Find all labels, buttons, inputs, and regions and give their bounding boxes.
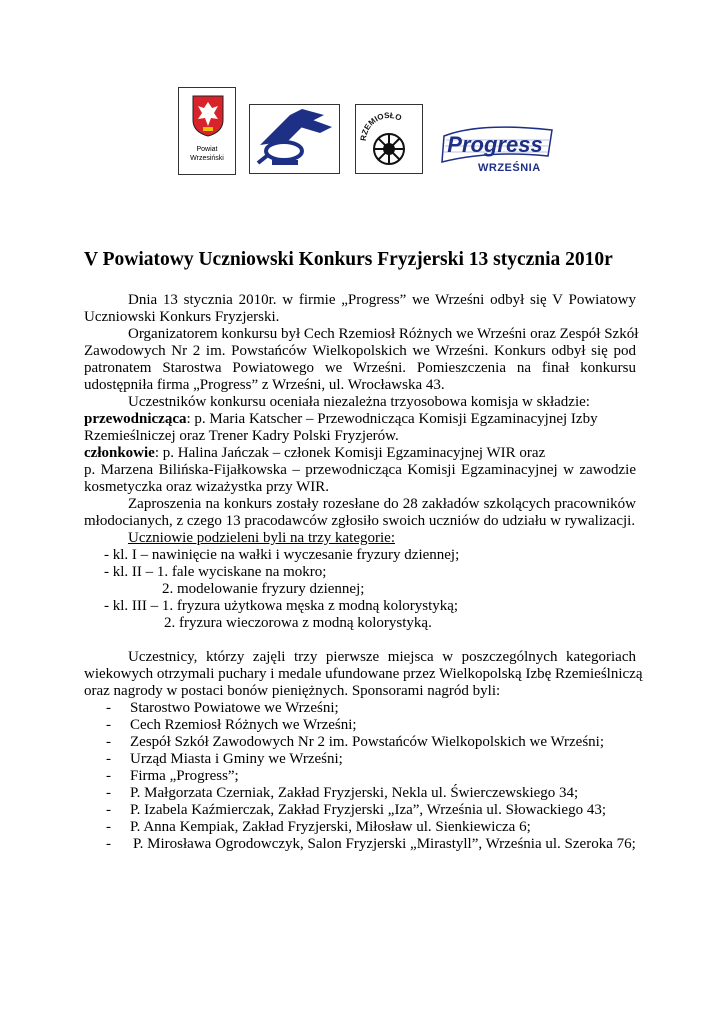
members-text: : p. Halina Jańczak – członek Komisji Egzaminacyjnej WIR oraz: [154, 445, 546, 461]
sponsor-text: P. Izabela Kaźmierczak, Zakład Fryzjerski „Iza”, Września ul. Słowackiego 43;: [130, 802, 607, 818]
rzemioslo-text: RZEMIOSŁO: [358, 110, 403, 142]
sponsor-text: Urząd Miasta i Gminy we Wrześni;: [130, 751, 343, 767]
p2-line-3: patronatem Starostwa Powiatowego we Wrześni. Pomieszczenia na finał konkursu: [84, 360, 636, 376]
sponsor-text: Zespół Szkół Zawodowych Nr 2 im. Powstańców Wielkopolskich we Wrześni;: [130, 734, 604, 750]
p3-chair-line: [84, 411, 636, 428]
powiat-wrzesinski-logo: [178, 87, 236, 175]
list-item: [106, 785, 579, 802]
category-1: - kl. I – nawinięcie na wałki i wyczesanie fryzury dziennej;: [104, 547, 460, 563]
p5-line-3: oraz nagrody w postaci bonów pieniężnych. Sponsorami nagród byli:: [84, 683, 501, 699]
categories-heading: Uczniowie podzieleni byli na trzy kategorie:: [128, 530, 395, 546]
powiat-caption-1: Powiat: [196, 146, 218, 153]
list-item: [106, 734, 604, 751]
p4-line-1: Zaproszenia na konkurs zostały rozesłane do 28 zakładów szkolących pracowników: [128, 496, 636, 512]
sponsor-text: P. Mirosława Ogrodowczyk, Salon Fryzjerski „Mirastyll”, Września ul. Szeroka 76;: [133, 836, 636, 852]
list-item: [106, 751, 343, 768]
list-item: [106, 819, 531, 836]
list-bullet: -: [106, 700, 111, 716]
powiat-caption-2: Wrzesiński: [190, 155, 224, 162]
p4-line-2: młodocianych, z czego 13 pracodawców zgłosiło swoich uczniów do udziału w rywalizacji.: [84, 513, 636, 529]
sponsor-text: Firma „Progress”;: [130, 768, 239, 784]
p5-line-2: wiekowych otrzymali puchary i medale ufundowane przez Wielkopolską Izbę Rzemieślniczą: [84, 666, 643, 682]
p5-line-1: Uczestnicy, którzy zajęli trzy pierwsze miejsca w poszczególnych kategoriach: [128, 649, 636, 665]
chair-label: przewodnicząca: [84, 411, 187, 427]
category-3: - kl. III – 1. fryzura użytkowa męska z modną kolorystyką;: [104, 598, 459, 614]
list-item: [106, 768, 239, 785]
list-bullet: -: [106, 751, 111, 767]
list-bullet: -: [106, 836, 111, 852]
page-title: V Powiatowy Uczniowski Konkurs Fryzjerski 13 stycznia 2010r: [84, 249, 613, 270]
category-2: - kl. II – 1. fale wyciskane na mokro;: [104, 564, 327, 580]
progress-city: WRZEŚNIA: [478, 162, 541, 174]
list-item: [106, 717, 357, 734]
list-item: [106, 802, 607, 819]
p2-line-1: Organizatorem konkursu był Cech Rzemiosł Różnych we Wrześni oraz Zespół Szkół: [128, 326, 639, 342]
p3-line-3: Rzemieślniczej oraz Trener Kadry Polski Fryzjerów.: [84, 428, 399, 444]
sponsor-text: Cech Rzemiosł Różnych we Wrześni;: [130, 717, 357, 733]
list-item: [106, 700, 339, 717]
p1-line-1: Dnia 13 stycznia 2010r. w firmie „Progress” we Wrześni odbył się V Powiatowy: [128, 292, 636, 308]
p2-line-4: udostępniła firma „Progress” z Wrześni, ul. Wrocławska 43.: [84, 377, 445, 393]
chair-text: : p. Maria Katscher – Przewodnicząca Komisji Egzaminacyjnej Izby: [186, 411, 598, 427]
list-item: [106, 836, 636, 853]
cech-rzemiosl-logo: [249, 104, 340, 174]
p1-line-2: Uczniowski Konkurs Fryzjerski.: [84, 309, 280, 325]
p3-members-line: [84, 445, 545, 462]
sponsor-text: P. Małgorzata Czerniak, Zakład Fryzjerski, Nekla ul. Świerczewskiego 34;: [130, 785, 579, 801]
p2-line-2: Zawodowych Nr 2 im. Powstańców Wielkopolskich we Wrześni. Konkurs odbył się pod: [84, 343, 636, 359]
list-bullet: -: [106, 734, 111, 750]
rzemioslo-emblem-icon: [356, 105, 422, 173]
progress-wrzesnia-logo: [440, 124, 560, 180]
list-bullet: -: [106, 785, 111, 801]
rzemioslo-logo: [355, 104, 423, 174]
crafts-guild-icon: [250, 105, 339, 173]
list-bullet: -: [106, 717, 111, 733]
progress-wordmark: Progress: [447, 132, 543, 157]
category-2b: 2. modelowanie fryzury dziennej;: [162, 581, 365, 597]
list-bullet: -: [106, 819, 111, 835]
p3-line-5: p. Marzena Bilińska-Fijałkowska – przewodnicząca Komisji Egzaminacyjnej w zawodzie: [84, 462, 636, 478]
coat-of-arms-icon: [191, 94, 225, 138]
sponsor-text: Starostwo Powiatowe we Wrześni;: [130, 700, 339, 716]
logo-row: [0, 0, 724, 200]
category-3b: 2. fryzura wieczorowa z modną kolorystyką.: [164, 615, 432, 631]
p3-line-6: kosmetyczka oraz wizażystka przy WIR.: [84, 479, 330, 495]
list-bullet: -: [106, 768, 111, 784]
list-bullet: -: [106, 802, 111, 818]
sponsor-text: P. Anna Kempiak, Zakład Fryzjerski, Miłosław ul. Sienkiewicza 6;: [130, 819, 531, 835]
p3-line-1: Uczestników konkursu oceniała niezależna trzyosobowa komisja w składzie:: [128, 394, 590, 410]
members-label: członkowie: [84, 445, 155, 461]
